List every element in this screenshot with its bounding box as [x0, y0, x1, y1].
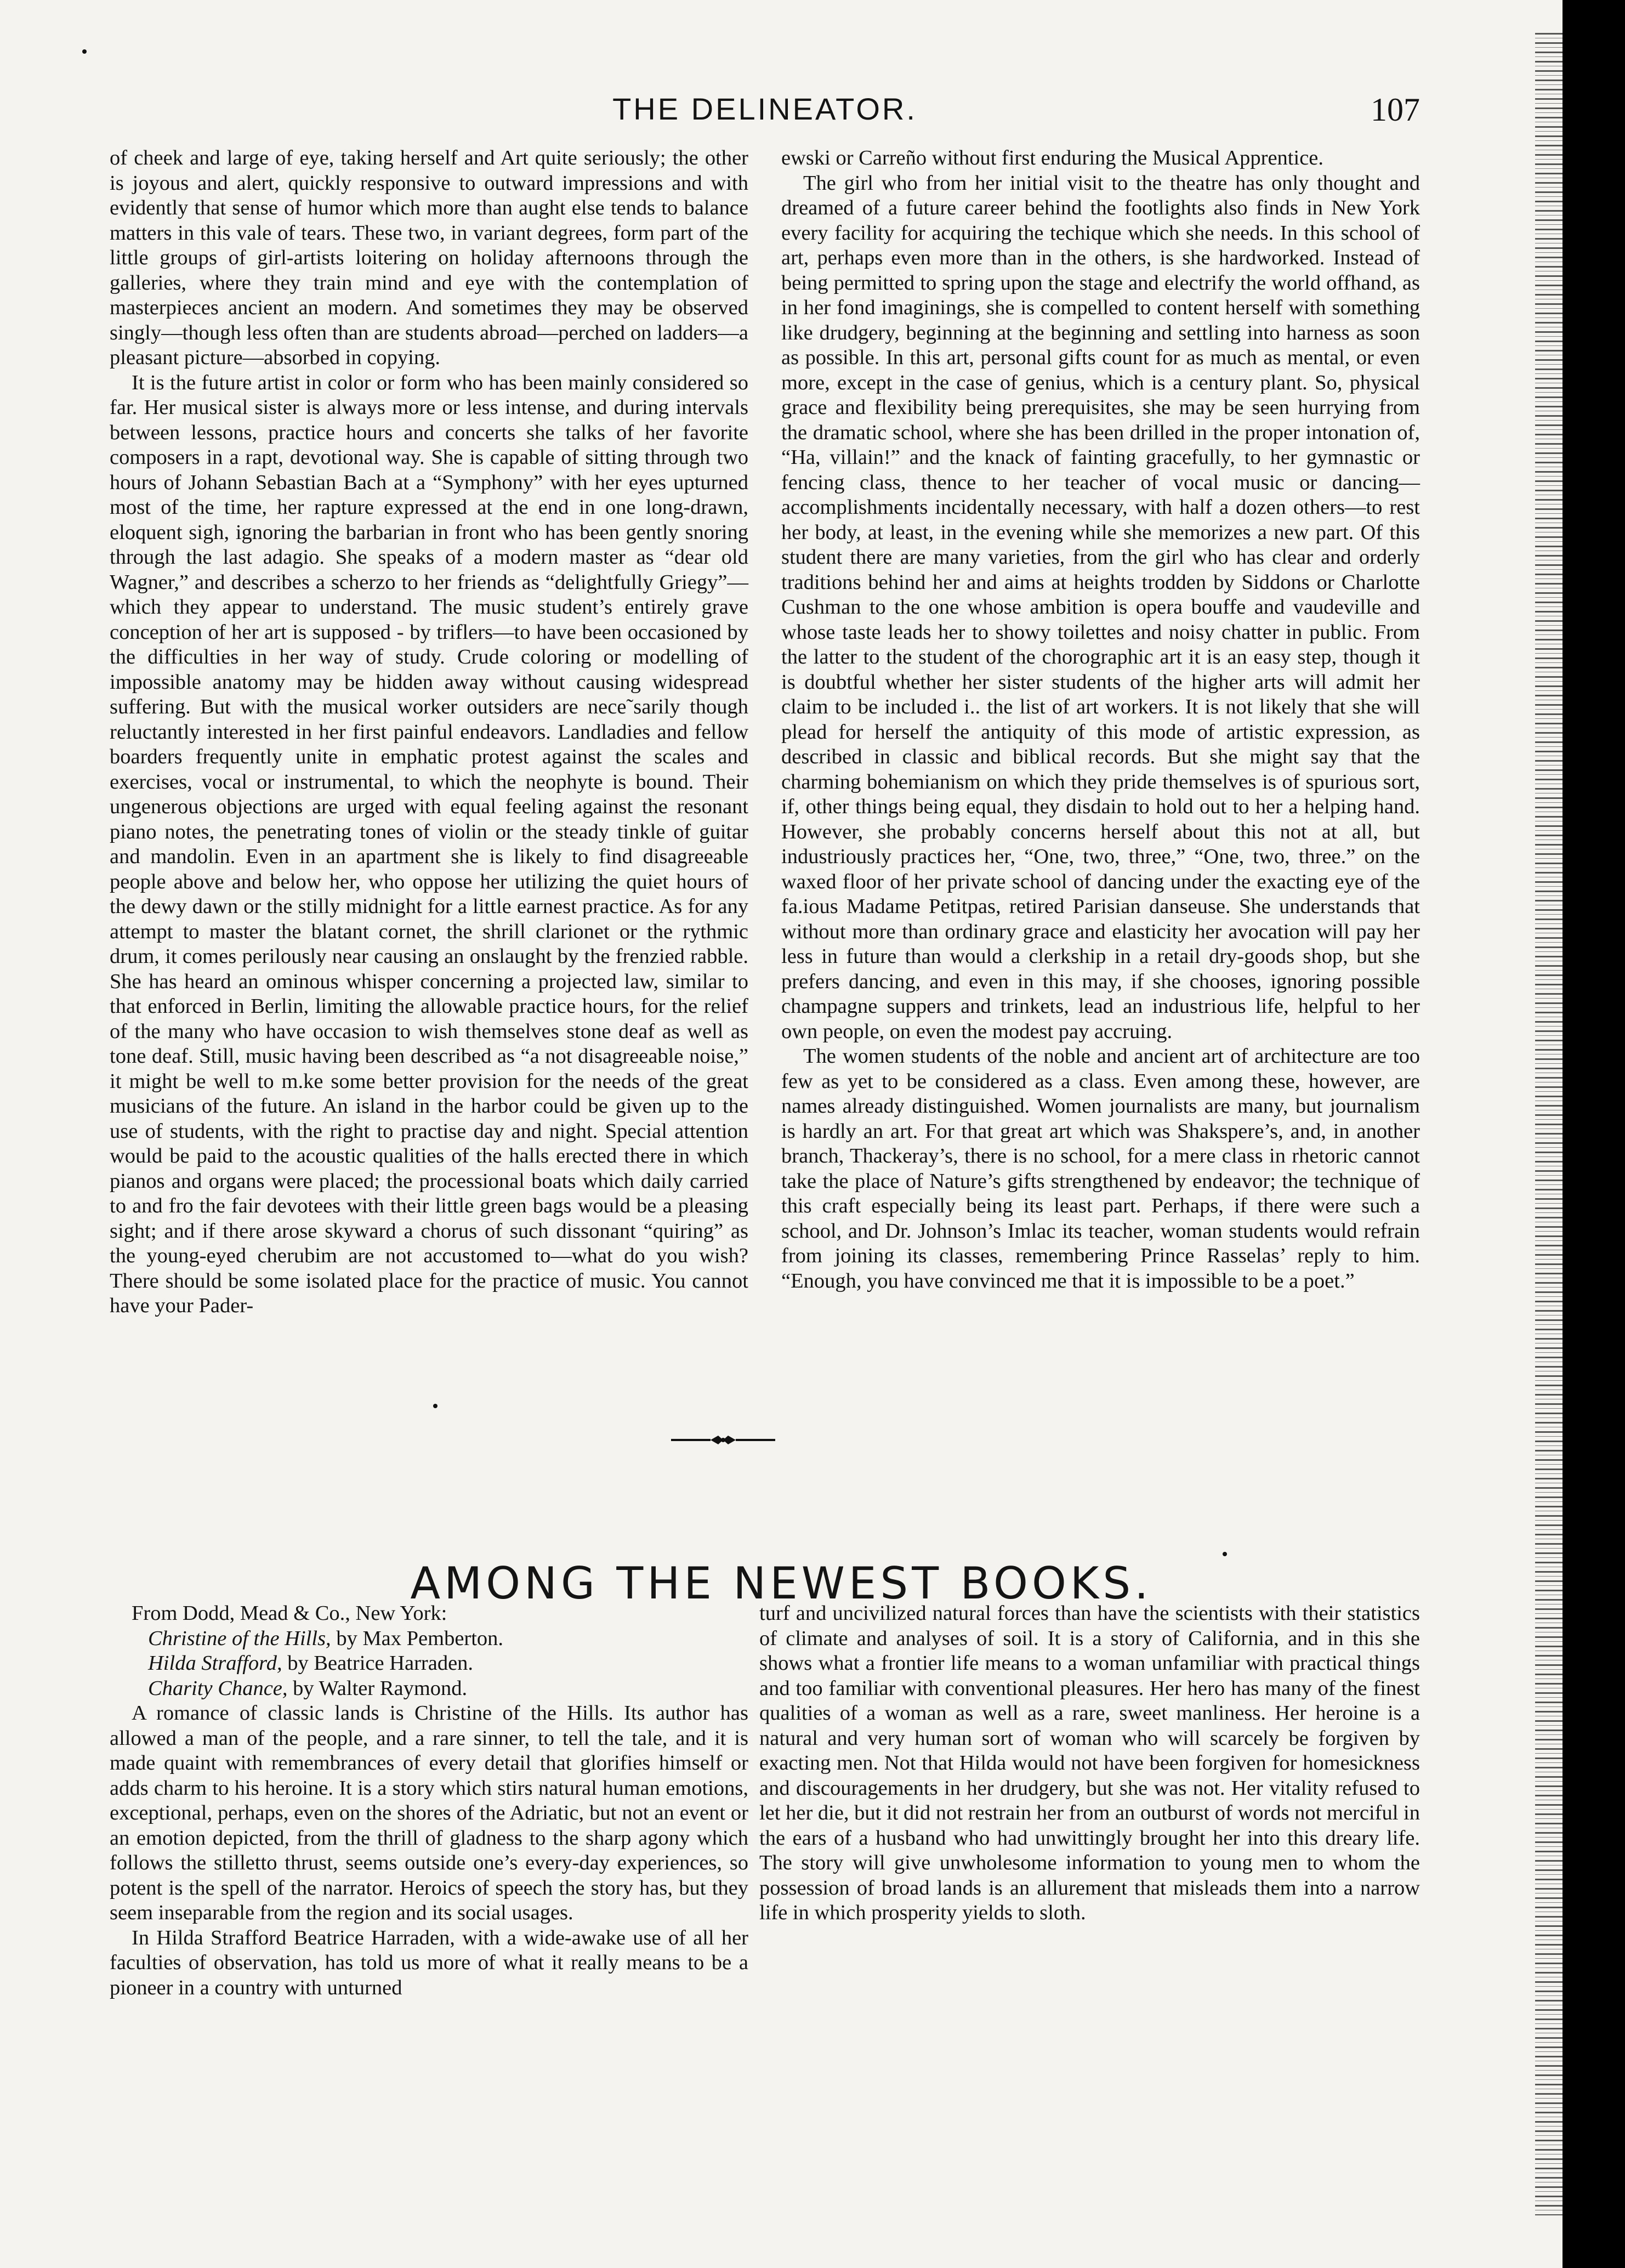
section-divider-ornament — [671, 1434, 775, 1446]
publisher-line: From Dodd, Mead & Co., New York: — [132, 1602, 447, 1625]
review-paragraph: In Hilda Strafford Beatrice Harraden, with a wide-awake use of all her faculties of observation, has told us more of what it really means to be a pioneer in a country with unturned — [110, 1926, 748, 1999]
book-title: Charity Chance, — [148, 1676, 288, 1700]
page-number: 107 — [1371, 92, 1420, 128]
scan-edge-shadow — [1535, 33, 1562, 2215]
article-paragraph: of cheek and large of eye, taking herself and Art quite seriously; the other is joyous and alert, quickly responsive to outward impressions and with evidently that sense of humor which more than aught else tends to balance matters in this vale of tears. These two, in variant degrees, form part of the little groups of girl-artists loitering on holiday afternoons through the galleries, where they train mind and eye with the contemplation of masterpieces ancient an modern. And sometimes they may be observed singly—though less often than are students abroad—perched on ladders—a pleasant picture—absorbed in copying. — [110, 146, 748, 369]
print-speck — [82, 49, 87, 54]
section-heading: AMONG THE NEWEST BOOKS. — [410, 1558, 1152, 1609]
print-speck — [433, 1404, 438, 1408]
book-entry — [110, 1651, 748, 1676]
article-paragraph: ewski or Carreño without first enduring the Musical Apprentice. — [781, 146, 1324, 169]
running-head — [110, 91, 1420, 135]
review-paragraph: A romance of classic lands is Christine of the Hills. Its author has allowed a man of the people, and a rare sinner, to tell the tale, and it is made quaint with remembrances of every detail that glorifies himself or adds charm to his heroine. It is a story which stirs natural human emotions, exceptional, perhaps, even on the shores of the Adriatic, but not an event or an emotion depicted, from the thrill of gladness to the sharp agony which follows the stilletto thrust, seems outside one’s every-day experiences, so potent is the spell of the narrator. Heroics of speech the story has, but they seem inseparable from the region and its social usages. — [110, 1702, 748, 1924]
book-title: Hilda Strafford, — [148, 1652, 282, 1675]
article-column-left — [110, 146, 748, 1319]
scan-background — [1562, 0, 1625, 2268]
book-entry — [110, 1626, 748, 1652]
article-paragraph: The girl who from her initial visit to the theatre has only thought and dreamed of a future career behind the footlights also finds in New York every facility for acquiring the techique which she needs. In this school of art, perhaps even more than in the others, is she hardworked. Instead of being permitted to spring upon the stage and electrify the world offhand, as in her fond imaginings, she is compelled to content herself with something like drudgery, beginning at the beginning and settling into harness as soon as possible. In this art, personal gifts count for as much as mental, or even more, except in the case of genius, which is a century plant. So, physical grace and flexibility being prerequisites, she may be seen hurrying from the dramatic school, where she has been drilled in the proper intonation of, “Ha, villain!” and the knack of fainting gracefully, to her gymnastic or fencing class, thence to her teacher of vocal music or dancing—accomplishments incidentally necessary, with half a dozen others—to rest her body, at least, in the evening while she memorizes a new part. Of this student there are many varieties, from the girl who has clear and orderly traditions behind her and aims at heights trodden by Siddons or Charlotte Cushman to the one whose ambition is opera bouffe and vaudeville and whose taste leads her to showy toilettes and noisy chatter in public. From the latter to the student of the chorographic art it is an easy step, though it is doubtful whether her sister students of the higher arts will admit her claim to be included i.. the list of art workers. It is not likely that she will plead for herself the antiquity of this mode of artistic expression, as described in classic and biblical records. But she might say that the charming bohemianism on which they pride themselves is of spurious sort, if, other things being equal, they disdain to hold out to her a helping hand. However, she probably concerns herself about this not at all, but industriously practices her, “One, two, three,” “One, two, three.” on the waxed floor of her private school of dancing under the exacting eye of the fa.ious Madame Petitpas, retired Parisian danseuse. She understands that without more than ordinary grace and elasticity her avocation will pay her less in future than would a clerkship in a retail dry-goods shop, but she prefers dancing, and even in this may, if she chooses, ignoring possible champagne suppers and trinkets, lead an industrious life, helpful to her own people, on even the modest pay accruing. — [781, 171, 1420, 1043]
magazine-title: THE DELINEATOR. — [612, 92, 917, 126]
book-author: by Max Pemberton. — [336, 1626, 504, 1650]
review-paragraph: turf and uncivilized natural forces than have the scientists with their statistics of climate and analyses of soil. It is a story of California, and in this she shows what a frontier life means to a woman unfamiliar with practical things and too familiar with conventional pleasures. Her hero has many of the finest qualities of a woman as well as a rare, sweet manliness. Her heroine is a natural and very human sort of woman who will scarcely be forgiven by exacting men. Not that Hilda would not have been forgiven for homesickness and discouragements in her drudgery, but she was not. Her vitality refused to let her die, but it did not restrain her from an outburst of words not merciful in the ears of a husband who had unwittingly brought her into this dreary life. The story will give unwholesome information to young men to whom the possession of broad lands is an allurement that misleads them into a narrow life in which prosperity yields to sloth. — [759, 1602, 1420, 1924]
books-column-right — [759, 1601, 1420, 1926]
book-author: by Walter Raymond. — [293, 1676, 468, 1700]
books-column-left — [110, 1601, 748, 2000]
article-paragraph: It is the future artist in color or form who has been mainly considered so far. Her musical sister is always more or less intense, and during intervals between lessons, practice hours and concerts she talks of her favorite composers in a rapt, devotional way. She is capable of sitting through two hours of Johann Sebastian Bach at a “Symphony” with her eyes upturned most of the time, her rapture expressed at the end in one long-drawn, eloquent sigh, ignoring the barbarian in front who has been gently snoring through the last adagio. She speaks of a modern master as “dear old Wagner,” and describes a scherzo to her friends as “delightfully Griegy”—which they appear to understand. The music student’s entirely grave conception of her art is supposed - by triflers—to have been occasioned by the difficulties in her way of study. Crude coloring or modelling of impossible anatomy may be hidden away without causing widespread suffering. But with the musical worker outsiders are nece˜sarily though reluctantly interested in her first painful endeavors. Landladies and fellow boarders frequently unite in emphatic protest against the scales and exercises, vocal or instrumental, to which the neophyte is bound. Their ungenerous objections are urged with equal feeling against the resonant piano notes, the penetrating tones of violin or the steady tinkle of guitar and mandolin. Even in an apartment she is likely to find disagreeable people above and below her, who oppose her utilizing the quiet hours of the dewy dawn or the stilly midnight for a little earnest practice. As for any attempt to master the blatant cornet, the shrill clarionet or the rythmic drum, it comes perilously near causing an onslaught by the frenzied rabble. She has heard an ominous whisper concerning a projected law, similar to that enforced in Berlin, limiting the allowable practice hours, for the relief of the many who have occasion to wish themselves stone deaf as well as tone deaf. Still, music having been described as “a not disagreeable noise,” it might be well to m.ke some better provision for the needs of the great musicians of the future. An island in the harbor could be given up to the use of students, with the right to practise day and night. Special attention would be paid to the acoustic qualities of the halls erected there in which pianos and organs were placed; the processional boats which daily carried to and fro the fair devotees with their little green bags would be a pleasing sight; and if there arose skyward a chorus of such dissonant “quiring” as the young-eyed cherubim are not accustomed to—what do you wish? There should be some isolated place for the practice of music. You cannot have your Pader- — [110, 371, 748, 1317]
book-entry — [110, 1676, 748, 1702]
article-column-right — [781, 146, 1420, 1294]
print-speck — [1223, 1552, 1227, 1556]
article-paragraph: The women students of the noble and ancient art of architecture are too few as yet to be considered as a class. Even among these, however, are names already distinguished. Women journalists are many, but journalism is hardly an art. For that great art which was Shakspere’s, and, in another branch, Thackeray’s, there is no school, for a mere class in rhetoric cannot take the place of Nature’s gifts strengthened by endeavor; the technique of this craft especially being its least part. Perhaps, if there were such a school, and Dr. Johnson’s Imlac its teacher, woman students would refrain from joining its classes, remembering Prince Rasselas’ reply to him. “Enough, you have convinced me that it is impossible to be a poet.” — [781, 1045, 1420, 1292]
book-title: Christine of the Hills, — [148, 1626, 331, 1650]
book-author: by Beatrice Harraden. — [287, 1652, 474, 1675]
